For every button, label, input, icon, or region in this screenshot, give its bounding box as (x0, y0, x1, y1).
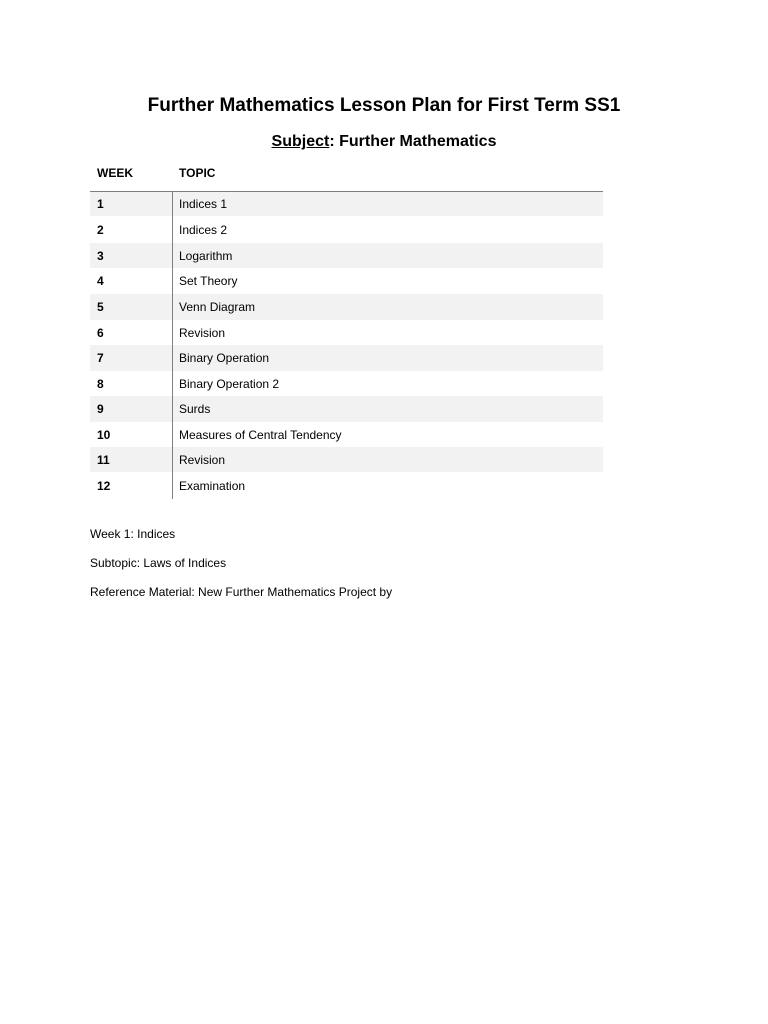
subtopic-line: Subtopic: Laws of Indices (90, 556, 227, 570)
week-cell: 10 (97, 427, 111, 442)
topic-cell: Revision (172, 320, 603, 345)
topic-cell: Examination (172, 472, 603, 499)
topic-cell: Venn Diagram (172, 294, 603, 320)
topic-cell: Revision (172, 447, 603, 472)
topic-cell: Logarithm (172, 243, 603, 268)
week-cell: 11 (97, 452, 110, 467)
week-cell: 7 (97, 351, 104, 365)
week-cell: 2 (97, 222, 104, 237)
table-row (90, 472, 603, 499)
table-row (90, 192, 603, 216)
topic-cell: Measures of Central Tendency (172, 422, 603, 447)
table-header (90, 162, 603, 192)
reference-line: Reference Material: New Further Mathematics Project by (90, 585, 393, 599)
table-row (90, 396, 603, 422)
page-title: Further Mathematics Lesson Plan for First Term SS1 (147, 95, 621, 116)
topic-cell: Set Theory (172, 268, 603, 294)
subject-value: : Further Mathematics (329, 133, 497, 150)
week-cell: 9 (97, 402, 104, 416)
subject-label: Subject (271, 133, 330, 150)
week-cell: 1 (97, 197, 104, 211)
week-heading: Week 1: Indices (90, 527, 176, 541)
table-row (90, 447, 603, 472)
table-row (90, 345, 603, 371)
topic-cell: Indices 2 (172, 216, 603, 243)
table-row (90, 216, 603, 243)
week-cell: 6 (97, 325, 104, 340)
table-row (90, 320, 603, 345)
topic-cell: Surds (172, 396, 603, 422)
table-row (90, 422, 603, 447)
table-row (90, 268, 603, 294)
table-row (90, 243, 603, 268)
subject-line (0, 131, 768, 153)
week-cell: 4 (97, 274, 104, 288)
week-column-header: WEEK (97, 166, 133, 180)
week-cell: 12 (97, 478, 111, 493)
week-cell: 8 (97, 376, 104, 391)
week-cell: 3 (97, 248, 104, 263)
topic-cell: Binary Operation 2 (172, 371, 603, 396)
table-row (90, 371, 603, 396)
topic-cell: Binary Operation (172, 345, 603, 371)
week-cell: 5 (97, 300, 104, 314)
topics-table (90, 162, 603, 499)
topic-cell: Indices 1 (172, 192, 603, 216)
topic-column-header: TOPIC (179, 166, 216, 180)
table-row (90, 294, 603, 320)
